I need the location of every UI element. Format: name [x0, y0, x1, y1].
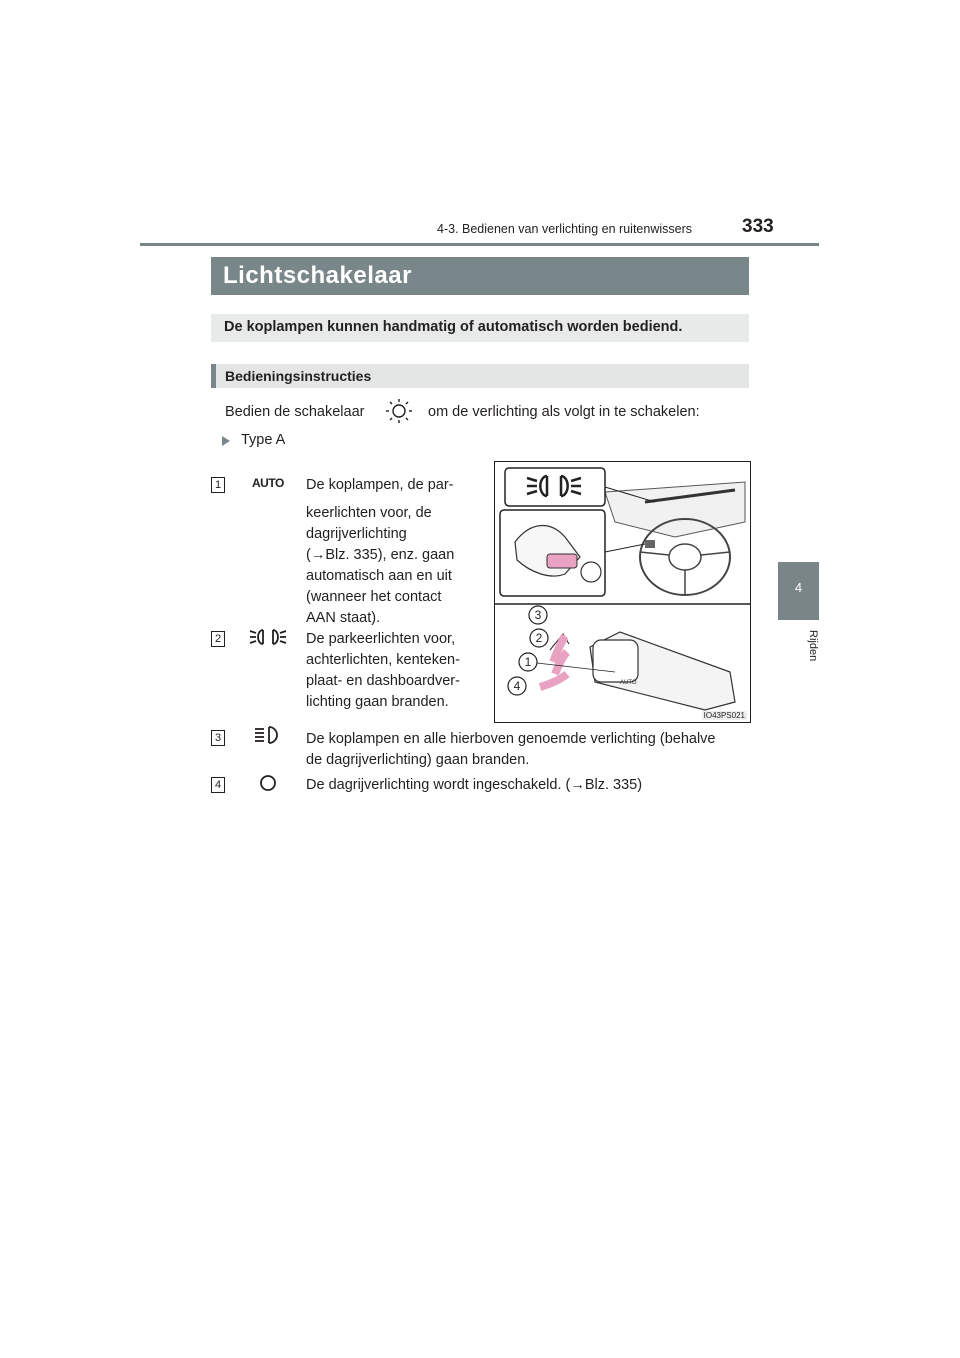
item-1-line-5: automatisch aan en uit: [306, 568, 452, 584]
headlight-icon: [252, 724, 286, 746]
callout-1: 1: [524, 655, 532, 669]
chapter-tab: [778, 562, 819, 620]
title-bar: [211, 257, 749, 295]
item-2-line-3: plaat- en dashboardver-: [306, 673, 460, 689]
page-title: Lichtschakelaar: [223, 262, 412, 289]
item-1-line-2: keerlichten voor, de: [306, 505, 432, 521]
type-label: Type A: [241, 432, 286, 448]
switch-illustration: [494, 461, 751, 723]
callout-4: 4: [513, 679, 521, 693]
item-number-2: 2: [211, 631, 225, 647]
item-1-line-3: dagrijverlichting: [306, 526, 407, 542]
illustration-drawing: [495, 462, 750, 722]
item-2-line-2: achterlichten, kenteken-: [306, 652, 460, 668]
subheading-bar: [211, 364, 749, 388]
item-1-line-6: (wanneer het contact: [306, 589, 442, 605]
item-number-4: 4: [211, 777, 225, 793]
item-3-line-2: de dagrijverlichting) gaan branden.: [306, 752, 530, 768]
item-2-line-4: lichting gaan branden.: [306, 694, 449, 710]
item-4-line-1: De dagrijverlichting wordt ingeschakeld. (→Blz. 335): [306, 777, 643, 793]
callout-2: 2: [535, 631, 543, 645]
auto-icon: AUTO: [252, 476, 284, 490]
item-1-line-1: De koplampen, de par-: [306, 477, 454, 493]
chapter-number: 4: [794, 580, 803, 595]
item-1-line-7: AAN staat).: [306, 610, 381, 626]
daytime-running-light-icon: [256, 772, 280, 794]
header-divider: [140, 243, 819, 246]
parking-lights-icon: [248, 627, 288, 647]
intro-text-end: om de verlichting als volgt in te schakelen:: [428, 404, 700, 420]
switch-auto-label: AUTO: [620, 680, 637, 686]
subheading-accent: [211, 364, 216, 388]
item-3-line-1: De koplampen en alle hierboven genoemde verlichting (behalve: [306, 731, 716, 747]
item-number-1: 1: [211, 477, 225, 493]
triangle-bullet-icon: [221, 435, 231, 447]
callout-3: 3: [534, 608, 542, 622]
summary-text: De koplampen kunnen handmatig of automatisch worden bediend.: [224, 319, 683, 335]
subheading-text: Bedieningsinstructies: [225, 368, 372, 384]
light-switch-icon: [384, 398, 414, 424]
summary-box: [211, 314, 749, 342]
section-path: 4-3. Bedienen van verlichting en ruitenwissers: [437, 222, 692, 236]
chapter-label: Rijden: [807, 630, 819, 662]
item-2-line-1: De parkeerlichten voor,: [306, 631, 456, 647]
item-number-3: 3: [211, 730, 225, 746]
page-number: 333: [742, 216, 774, 237]
item-1-line-4: (→Blz. 335), enz. gaan: [306, 547, 455, 563]
figure-code: IO43PS021: [703, 711, 745, 720]
intro-text-start: Bedien de schakelaar: [225, 404, 365, 420]
